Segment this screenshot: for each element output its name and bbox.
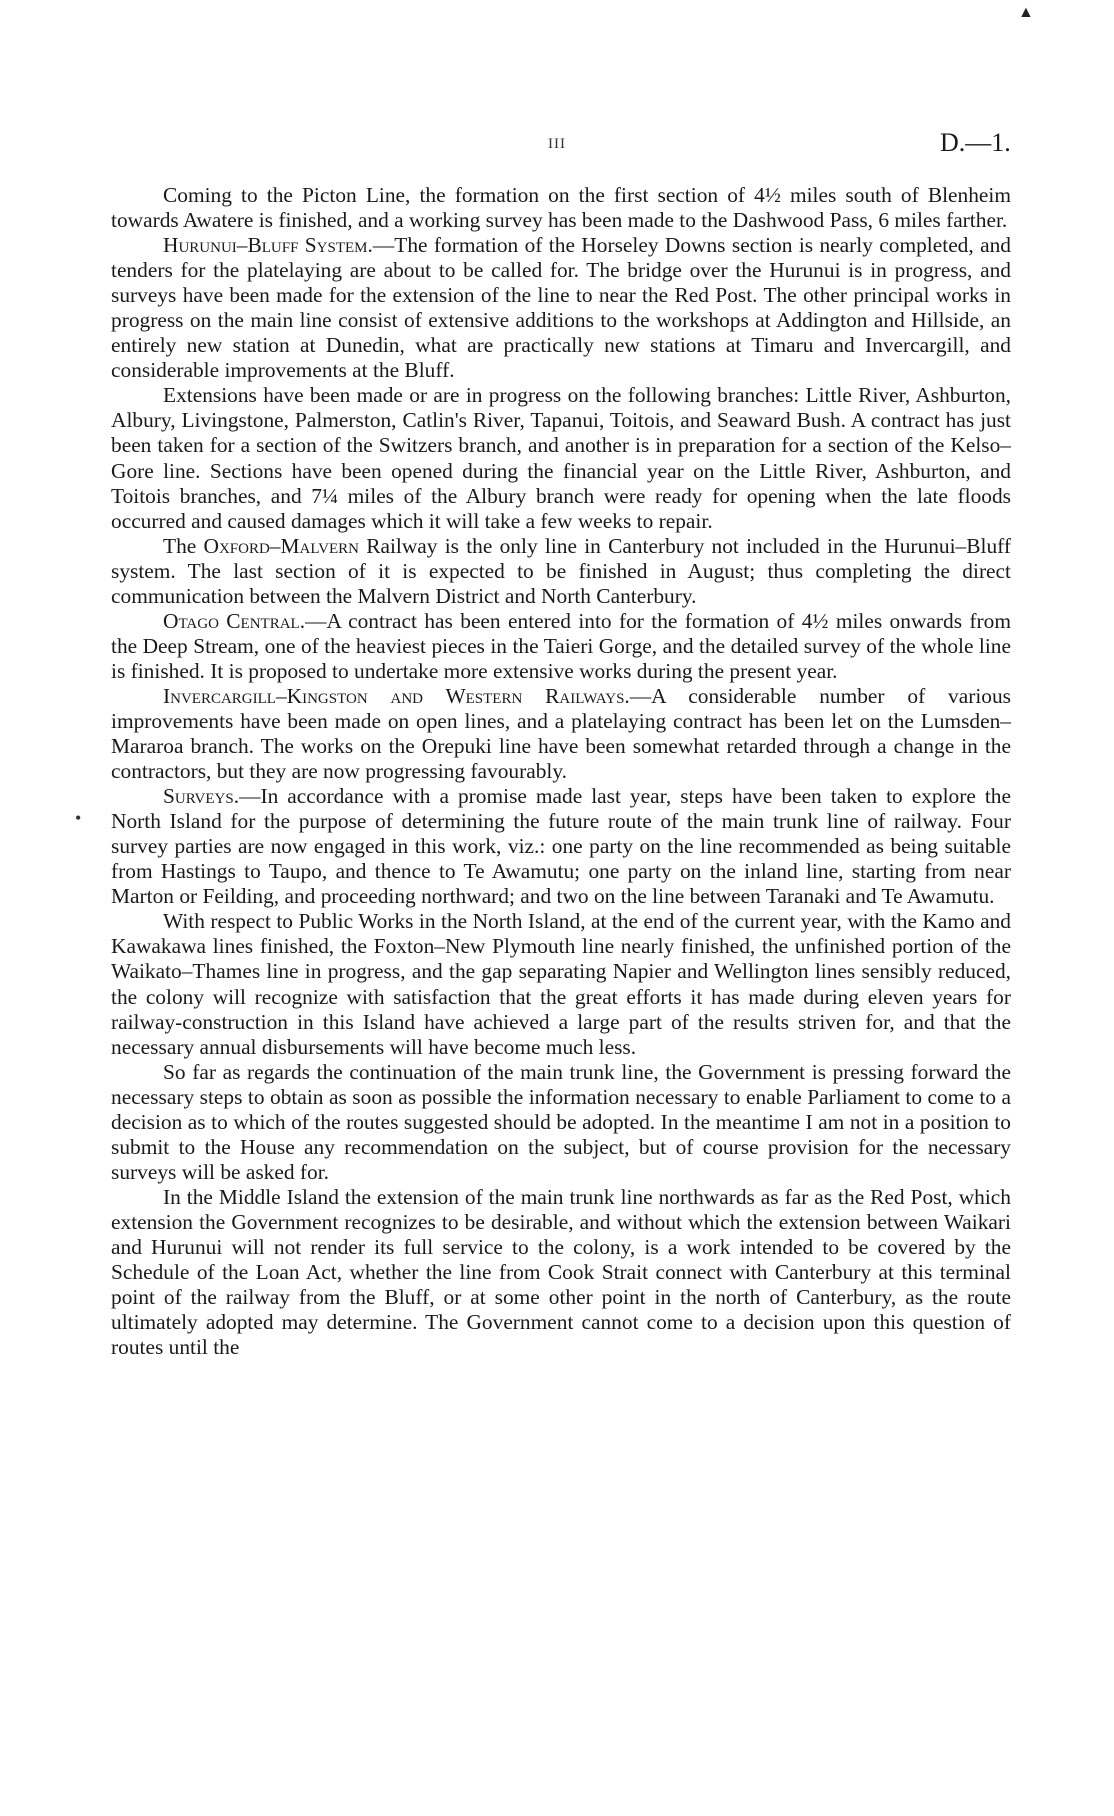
section-heading: Invercargill–Kingston and Western Railways. bbox=[163, 683, 630, 708]
paragraph-text: Extensions have been made or are in progress on the following branches: Little River, Ashburton, Albury, Livingstone, Palmerston, Catlin's River, Tapanui, Toitois, and Seaward Bush. A contract has just been taken for a section of the Switzers branch, and another is in preparation for a section of the Kelso–Gore line. Sections have been opened during the financial year on the Little River, Ashburton, and Toitois branches, and 7¼ miles of the Albury branch were ready for opening when the late floods occurred and caused damages which it will take a few weeks to repair. bbox=[111, 383, 1011, 533]
paragraph-hurunui-bluff bbox=[111, 233, 1011, 383]
section-heading: Oxford–Malvern bbox=[203, 533, 359, 558]
section-heading: Surveys. bbox=[163, 784, 240, 809]
page-header bbox=[0, 128, 1114, 160]
section-heading: Otago Central. bbox=[163, 608, 306, 633]
paragraph-picton-line bbox=[111, 183, 1011, 233]
section-heading: Hurunui–Bluff System. bbox=[163, 233, 373, 258]
paragraph-text: —A contract has been entered into for the formation of 4½ miles onwards from the Deep Stream, one of the heaviest pieces in the Taieri Gorge, and the detailed survey of the whole line is finished. It is proposed to undertake more extensive works during the present year. bbox=[111, 608, 1011, 683]
paragraph-text: So far as regards the continuation of the main trunk line, the Government is pressing forward the necessary steps to obtain as soon as possible the information necessary to enable Parliament to come to a decision as to which of the routes suggested should be adopted. In the meantime I am not in a position to submit to the House any recommendation on the subject, but of course provision for the necessary surveys will be asked for. bbox=[111, 1059, 1011, 1184]
paragraph-main-trunk bbox=[111, 1060, 1011, 1185]
paragraph-lead: The bbox=[163, 533, 204, 558]
paragraph-oxford-malvern bbox=[111, 534, 1011, 609]
paragraph-middle-island bbox=[111, 1185, 1011, 1360]
corner-mark: ▲ bbox=[1018, 4, 1034, 21]
paragraph-text: Railway is the only line in Canterbury not included in the Hurunui–Bluff system. The last section of it is expected to be finished in August; thus completing the direct communication between the Malvern District and North Canterbury. bbox=[111, 533, 1011, 608]
document-code: D.—1. bbox=[940, 128, 1011, 157]
paragraph-text: —The formation of the Horseley Downs section is nearly completed, and tenders for the platelaying are about to be called for. The bridge over the Hurunui is in progress, and surveys have been made for the extension of the line to near the Red Post. The other principal works in progress on the main line consist of extensive additions to the workshops at Addington and Hillside, an entirely new station at Dunedin, what are practically new stations at Timaru and Invercargill, and considerable improvements at the Bluff. bbox=[111, 233, 1011, 383]
paragraph-text: —In accordance with a promise made last year, steps have been taken to explore the North Island for the purpose of determining the future route of the main trunk line of railway. Four survey parties are now engaged in this work, viz.: one party on the line recommended as being suitable from Hastings to Taupo, and thence to Te Awamutu; one party on the inland line, starting from near Marton or Feilding, and proceeding northward; and two on the line between Taranaki and Te Awamutu. bbox=[111, 784, 1011, 909]
paragraph-north-island bbox=[111, 909, 1011, 1059]
paragraph-extensions bbox=[111, 383, 1011, 533]
page-number: III bbox=[548, 136, 566, 152]
paragraph-text: In the Middle Island the extension of the main trunk line northwards as far as the Red Post, which extension the Government recognizes to be desirable, and without which the extension between Waikari and Hurunui will not render its full service to the colony, is a work intended to be covered by the Schedule of the Loan Act, whether the line from Cook Strait connect with Canterbury at this terminal point of the railway from the Bluff, or at some other point in the north of Canterbury, as the route ultimately adopted may determine. The Government cannot come to a decision upon this question of routes until the bbox=[111, 1184, 1011, 1360]
body-text bbox=[111, 183, 1011, 1360]
paragraph-text: With respect to Public Works in the North Island, at the end of the current year, with the Kamo and Kawakawa lines finished, the Foxton–New Plymouth line nearly finished, the unfinished portion of the Waikato–Thames line in progress, and the gap separating Napier and Wellington lines sensibly reduced, the colony will recognize with satisfaction that the great efforts it has made during eleven years for railway-construction in this Island have achieved a large part of the results striven for, and that the necessary annual disbursements will have become much less. bbox=[111, 909, 1011, 1059]
paragraph-text: —A considerable number of various improvements have been made on open lines, and a platelaying contract has been let on the Lumsden–Mararoa branch. The works on the Orepuki line have been somewhat retarded through a change in the contractors, but they are now progressing favourably. bbox=[111, 683, 1012, 784]
paragraph-invercargill-kingston bbox=[111, 684, 1011, 784]
paragraph-text: Coming to the Picton Line, the formation on the first section of 4½ miles south of Blenheim towards Awatere is finished, and a working survey has been made to the Dashwood Pass, 6 miles farther. bbox=[111, 183, 1011, 233]
margin-mark: • bbox=[75, 808, 82, 828]
paragraph-surveys bbox=[111, 784, 1011, 909]
paragraph-otago-central bbox=[111, 609, 1011, 684]
